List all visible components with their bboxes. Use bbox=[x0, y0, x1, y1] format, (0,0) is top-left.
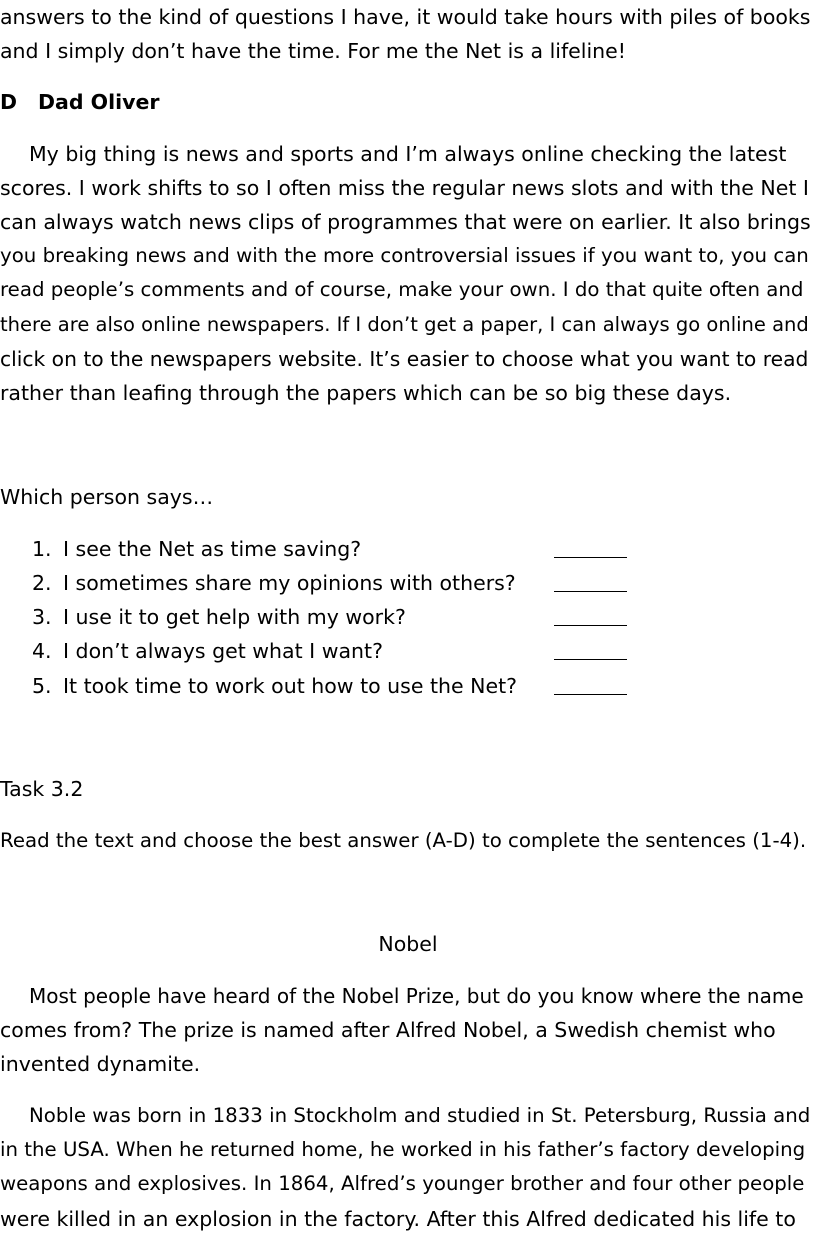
question-item bbox=[32, 672, 602, 700]
task-title: Task 3.2 bbox=[0, 777, 84, 801]
section-d-line: rather than leafing through the papers which can be so big these days. bbox=[0, 381, 732, 405]
section-letter: D bbox=[0, 90, 18, 114]
section-person-name: Dad Oliver bbox=[38, 90, 160, 114]
answer-blank[interactable] bbox=[554, 672, 627, 695]
question-item bbox=[32, 637, 602, 665]
article-para1-line: Most people have heard of the Nobel Prize, but do you know where the name bbox=[29, 984, 804, 1008]
question-text: It took time to work out how to use the Net? bbox=[63, 674, 517, 698]
question-item bbox=[32, 569, 602, 597]
section-d-line: click on to the newspapers website. It’s easier to choose what you want to read bbox=[0, 347, 809, 371]
answer-blank[interactable] bbox=[554, 603, 627, 626]
question-text: I use it to get help with my work? bbox=[63, 605, 406, 629]
article-para1-line: invented dynamite. bbox=[0, 1052, 201, 1076]
questions-prompt: Which person says… bbox=[0, 485, 214, 509]
article-para2-line: were killed in an explosion in the factory. After this Alfred dedicated his life to bbox=[0, 1207, 796, 1231]
question-text: I sometimes share my opinions with others? bbox=[63, 571, 516, 595]
section-d-line: can always watch news clips of programmes that were on earlier. It also brings bbox=[0, 210, 811, 234]
answer-blank[interactable] bbox=[554, 535, 627, 558]
question-number: 5. bbox=[32, 674, 52, 698]
article-para2-line: in the USA. When he returned home, he worked in his father’s factory developing bbox=[0, 1138, 806, 1161]
task-instruction: Read the text and choose the best answer (A-D) to complete the sentences (1-4). bbox=[0, 829, 807, 852]
section-d-line: read people’s comments and of course, make your own. I do that quite often and bbox=[0, 278, 804, 301]
question-number: 1. bbox=[32, 537, 52, 561]
section-d-line: My big thing is news and sports and I’m always online checking the latest bbox=[29, 142, 787, 166]
question-number: 4. bbox=[32, 639, 52, 663]
question-text: I don’t always get what I want? bbox=[63, 639, 383, 663]
question-item bbox=[32, 535, 602, 563]
article-title: Nobel bbox=[378, 932, 438, 956]
section-d-line: scores. I work shifts to so I often miss the regular news slots and with the Net I bbox=[0, 176, 809, 200]
section-d-line: you breaking news and with the more controversial issues if you want to, you can bbox=[0, 244, 809, 267]
answer-blank[interactable] bbox=[554, 569, 627, 592]
section-d-heading bbox=[0, 88, 160, 116]
section-d-line: there are also online newspapers. If I don’t get a paper, I can always go online and bbox=[0, 313, 809, 336]
prev-section-line: answers to the kind of questions I have, it would take hours with piles of books bbox=[0, 5, 811, 29]
article-para1-line: comes from? The prize is named after Alfred Nobel, a Swedish chemist who bbox=[0, 1018, 776, 1042]
question-number: 3. bbox=[32, 605, 52, 629]
article-para2-line: weapons and explosives. In 1864, Alfred’s younger brother and four other people bbox=[0, 1172, 805, 1195]
question-item bbox=[32, 603, 602, 631]
answer-blank[interactable] bbox=[554, 637, 627, 660]
question-text: I see the Net as time saving? bbox=[63, 537, 362, 561]
question-number: 2. bbox=[32, 571, 52, 595]
article-para2-line: Noble was born in 1833 in Stockholm and studied in St. Petersburg, Russia and bbox=[29, 1104, 811, 1127]
prev-section-line: and I simply don’t have the time. For me the Net is a lifeline! bbox=[0, 39, 627, 63]
